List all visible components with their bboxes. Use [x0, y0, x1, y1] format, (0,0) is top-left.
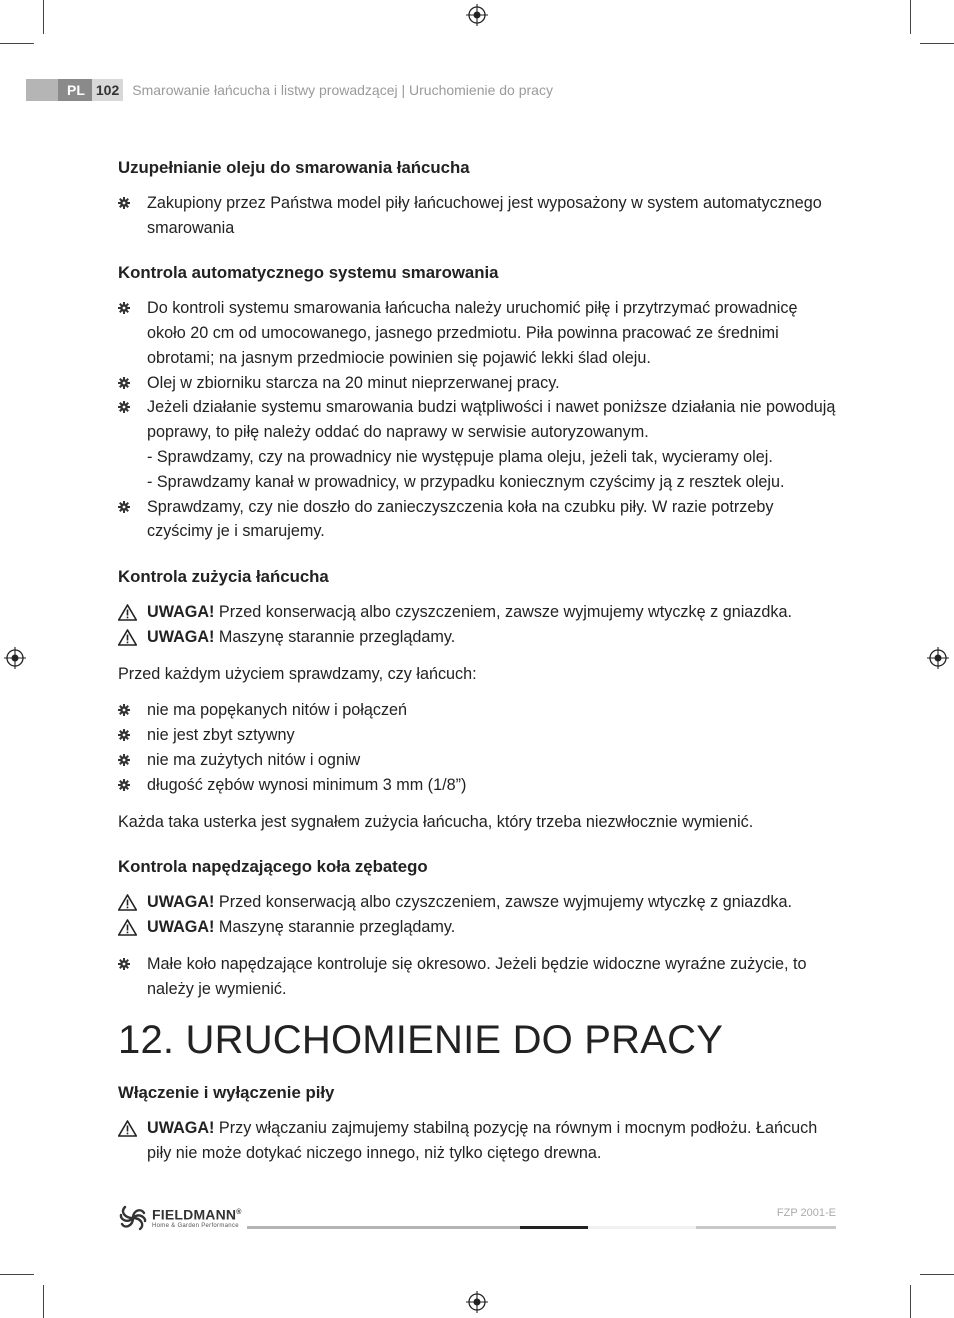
gear-bullet-icon [118, 779, 130, 791]
list-item-text: Do kontroli systemu smarowania łańcucha należy uruchomić piłę i przytrzymać prowadnicę około 20 cm od umocowanego, jasnego przedmiotu. Piła powinna pracować ze średnimi obrotami; na jasnym przedmiocie powinien się pojawić lekki ślad oleju. [147, 299, 798, 367]
warning-triangle-icon [118, 604, 137, 621]
list-item-text: długość zębów wynosi minimum 3 mm (1/8”) [147, 775, 467, 794]
warning-group [118, 600, 838, 650]
crop-mark [920, 43, 954, 44]
list-item [118, 395, 838, 494]
sub-item: - Sprawdzamy, czy na prowadnicy nie występuje plama oleju, jeżeli tak, wycieramy olej. [147, 447, 773, 466]
brand-name: FIELDMANN [152, 1206, 237, 1223]
warning-label: UWAGA! [147, 893, 215, 912]
gear-bullet-icon [118, 704, 130, 716]
warning-note [118, 915, 838, 940]
crop-mark [0, 1274, 34, 1275]
list-item [118, 371, 838, 396]
warning-text: Przed konserwacją albo czyszczeniem, zawsze wyjmujemy wtyczkę z gniazdka. [214, 893, 792, 912]
gear-bullet-icon [118, 958, 130, 970]
gear-bullet-icon [118, 401, 130, 413]
warning-text: Przed konserwacją albo czyszczeniem, zawsze wyjmujemy wtyczkę z gniazdka. [214, 602, 792, 621]
chapter-title: 12. URUCHOMIENIE DO PRACY [118, 1018, 724, 1063]
list-item-text: nie ma popękanych nitów i połączeń [147, 701, 408, 720]
warning-label: UWAGA! [147, 1119, 215, 1138]
warning-text: Maszynę starannie przeglądamy. [214, 627, 456, 646]
paragraph: Przed każdym użyciem sprawdzamy, czy łańcuch: [118, 664, 477, 683]
registration-mark-icon [927, 647, 949, 669]
warning-triangle-icon [118, 894, 137, 911]
page-header [26, 79, 553, 101]
list-item-text: nie jest zbyt sztywny [147, 726, 295, 745]
warning-triangle-icon [118, 919, 137, 936]
warning-label: UWAGA! [147, 602, 215, 621]
sub-item: - Sprawdzamy kanał w prowadnicy, w przypadku koniecznym czyścimy ją z resztek oleju. [147, 472, 785, 491]
bullet-list [118, 698, 838, 797]
list-item-text: Małe koło napędzające kontroluje się okresowo. Jeżeli będzie widoczne wyraźne zużycie, to należy je wymienić. [147, 954, 807, 998]
warning-label: UWAGA! [147, 917, 215, 936]
warning-text: Przy włączaniu zajmujemy stabilną pozycję na równym i mocnym podłożu. Łańcuch piły nie może dotykać niczego innego, niż tylko ciętego drewna. [147, 1119, 818, 1162]
gear-bullet-icon [118, 501, 130, 513]
crop-mark [0, 43, 34, 44]
bullet-list [118, 296, 838, 544]
section-heading: Kontrola automatycznego systemu smarowania [118, 263, 499, 283]
running-title: Smarowanie łańcucha i listwy prowadzącej | Uruchomienie do pracy [132, 82, 553, 98]
list-item [118, 698, 838, 723]
brand-logo [118, 1205, 242, 1231]
list-item [118, 296, 838, 370]
list-item-text: Zakupiony przez Państwa model piły łańcuchowej jest wyposażony w system automatycznego smarowania [147, 193, 822, 237]
language-badge: PL [58, 79, 92, 101]
section-heading: Włączenie i wyłączenie piły [118, 1083, 335, 1103]
footer-rule [247, 1226, 520, 1229]
registration-mark-icon [466, 1291, 488, 1313]
crop-mark [43, 0, 44, 34]
list-item-text: Sprawdzamy, czy nie doszło do zanieczyszczenia koła na czubku piły. W razie potrzeby czyścimy je i smarujemy. [147, 497, 774, 541]
gear-bullet-icon [118, 197, 130, 209]
list-item-text: Jeżeli działanie systemu smarowania budzi wątpliwości i nawet poniższe działania nie powodują poprawy, to piłę należy oddać do naprawy w serwisie autoryzowanym. [147, 398, 836, 442]
list-item-text: nie ma zużytych nitów i ogniw [147, 750, 361, 769]
list-item [118, 773, 838, 798]
header-accent-bar [26, 79, 58, 101]
warning-group [118, 890, 838, 940]
list-item-text: Olej w zbiorniku starcza na 20 minut nieprzerwanej pracy. [147, 373, 560, 392]
section-heading: Uzupełnianie oleju do smarowania łańcucha [118, 158, 470, 177]
list-item [118, 748, 838, 773]
warning-text: Maszynę starannie przeglądamy. [214, 917, 456, 936]
model-number: FZP 2001-E [776, 1207, 836, 1219]
warning-note [118, 625, 838, 650]
warning-note [118, 1116, 838, 1166]
warning-triangle-icon [118, 1120, 137, 1137]
crop-mark [920, 1274, 954, 1275]
section-heading: Kontrola zużycia łańcucha [118, 567, 329, 587]
gear-bullet-icon [118, 754, 130, 766]
footer-rule [696, 1226, 836, 1229]
list-item [118, 952, 838, 1002]
bullet-list [118, 191, 838, 241]
registration-mark-icon [4, 647, 26, 669]
fieldmann-swirl-logo [118, 1205, 148, 1231]
crop-mark [910, 0, 911, 34]
warning-note [118, 600, 838, 625]
gear-bullet-icon [118, 377, 130, 389]
warning-note [118, 890, 838, 915]
registered-mark: ® [236, 1209, 242, 1217]
bullet-list [118, 952, 838, 1002]
section-heading: Kontrola napędzającego koła zębatego [118, 857, 428, 877]
warning-label: UWAGA! [147, 627, 215, 646]
paragraph: Każda taka usterka jest sygnałem zużycia łańcucha, który trzeba niezwłocznie wymienić. [118, 812, 754, 831]
brand-tagline: Home & Garden Performance [152, 1222, 239, 1229]
list-item [118, 191, 838, 241]
footer-rule [520, 1226, 588, 1229]
page-content [118, 156, 838, 1166]
registration-mark-icon [466, 4, 488, 26]
warning-triangle-icon [118, 629, 137, 646]
footer-rule [588, 1226, 696, 1229]
list-item [118, 495, 838, 545]
gear-bullet-icon [118, 729, 130, 741]
crop-mark [910, 1285, 911, 1318]
crop-mark [43, 1285, 44, 1318]
gear-bullet-icon [118, 302, 130, 314]
list-item [118, 723, 838, 748]
page-number: 102 [92, 79, 123, 101]
